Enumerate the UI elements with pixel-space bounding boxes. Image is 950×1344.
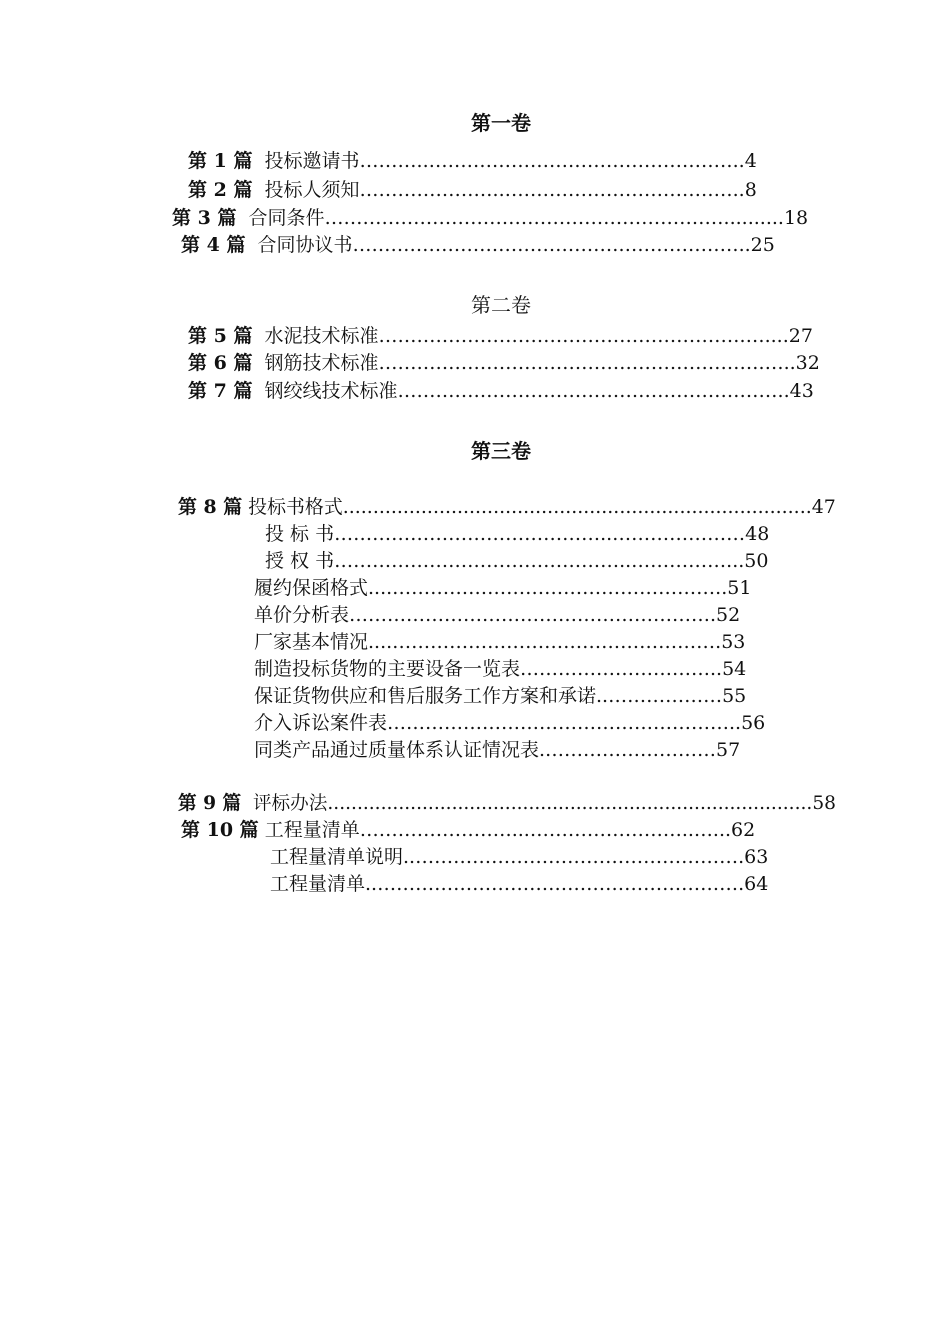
- toc-subentry[interactable]: [270, 845, 768, 869]
- toc-entry[interactable]: [188, 178, 757, 202]
- chapter-label: 第 8 篇: [178, 496, 243, 518]
- volume-title: 第三卷: [471, 439, 531, 463]
- toc-subentry[interactable]: [265, 522, 769, 546]
- entry-text: 投标书格式..............................................................................47: [248, 496, 836, 518]
- entry-text: 工程量清单..………………………………………………….64: [270, 873, 769, 895]
- chapter-label: 第 7 篇: [188, 380, 253, 402]
- entry-text: 工程量清单说明..…………………………………………….63: [270, 846, 769, 868]
- entry-text: 评标办法..................................................................................58: [252, 792, 836, 814]
- toc-subentry[interactable]: [270, 872, 768, 896]
- chapter-label: 第 9 篇: [178, 792, 242, 814]
- toc-subentry[interactable]: [254, 684, 746, 708]
- entry-text: 投 标 书……………………………………..…………………48: [265, 523, 770, 545]
- entry-text: 保证货物供应和售后服务工作方案和承诺..………………55: [254, 685, 747, 707]
- entry-text: 授 权 书………………………………………..……………...50: [265, 550, 769, 572]
- entry-text: 同类产品通过质量体系认证情况表.………………………57: [254, 739, 741, 761]
- chapter-label: 第 6 篇: [188, 352, 253, 374]
- entry-text: 介入诉讼案件表………………………………………………..56: [254, 712, 766, 734]
- toc-subentry[interactable]: [254, 630, 745, 654]
- chapter-label: 第 1 篇: [188, 150, 253, 172]
- toc-subentry[interactable]: [254, 711, 765, 735]
- toc-entry[interactable]: [178, 791, 836, 815]
- toc-entry[interactable]: [178, 495, 836, 519]
- toc-entry[interactable]: [188, 324, 813, 348]
- chapter-label: 第 5 篇: [188, 325, 253, 347]
- toc-entry[interactable]: [188, 379, 814, 403]
- toc-subentry[interactable]: [254, 657, 746, 681]
- entry-text: 履约保函格式....……………………………………………..51: [254, 577, 752, 599]
- entry-text: 制造投标货物的主要设备一览表…………………………..54: [254, 658, 747, 680]
- entry-text: 合同协议书…………………………………….………………..25: [257, 234, 775, 256]
- chapter-label: 第 3 篇: [172, 207, 237, 229]
- chapter-label: 第 10 篇: [181, 819, 259, 841]
- entry-text: 工程量清单……………………...……………………..…...62: [264, 819, 756, 841]
- toc-subentry[interactable]: [254, 576, 751, 600]
- entry-text: 钢筋技术标准…………………………………………………….…..32: [264, 352, 820, 374]
- entry-text: 合同条件………………………………………………………..........18: [248, 207, 809, 229]
- toc-subentry[interactable]: [254, 738, 740, 762]
- entry-text: 单价分析表………………………………………………….52: [254, 604, 741, 626]
- toc-entry[interactable]: [188, 149, 757, 173]
- entry-text: 投标人须知…………………..………………………………..8: [264, 179, 757, 201]
- entry-text: 水泥技术标准………………………………………………….…....27: [264, 325, 813, 347]
- entry-text: 厂家基本情况....…………………………………………….53: [254, 631, 746, 653]
- toc-entry[interactable]: [188, 351, 820, 375]
- toc-entry[interactable]: [172, 206, 808, 230]
- volume-title: 第二卷: [471, 293, 531, 317]
- entry-text: 钢绞线技术标准……………………………………………………..43: [264, 380, 814, 402]
- toc-subentry[interactable]: [265, 549, 768, 573]
- toc-entry[interactable]: [181, 233, 775, 257]
- toc-subentry[interactable]: [254, 603, 740, 627]
- entry-text: 投标邀请书………..…………………………………………..4: [264, 150, 757, 172]
- chapter-label: 第 2 篇: [188, 179, 253, 201]
- volume-title: 第一卷: [471, 111, 531, 135]
- toc-entry[interactable]: [181, 818, 755, 842]
- chapter-label: 第 4 篇: [181, 234, 246, 256]
